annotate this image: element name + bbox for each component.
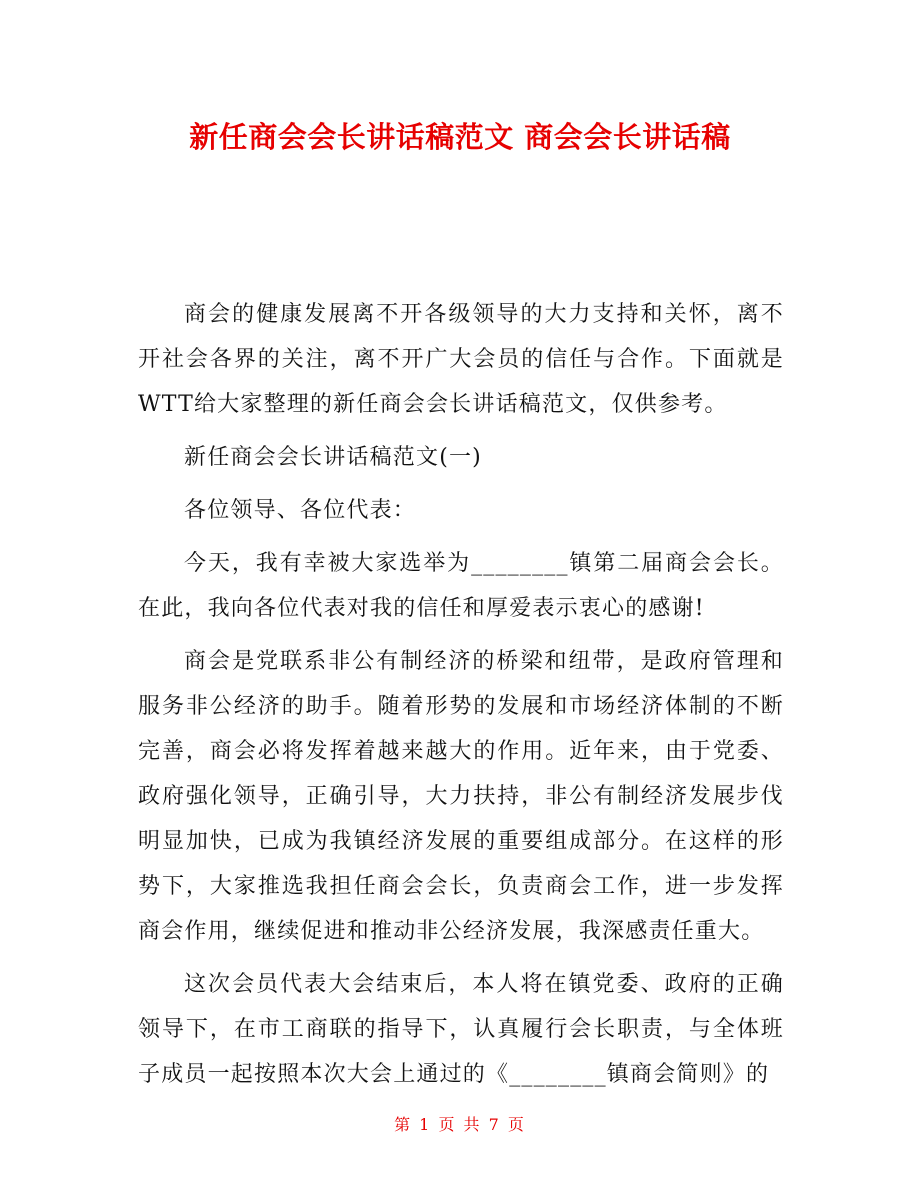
- paragraph-intro: 商会的健康发展离不开各级领导的大力支持和关怀，离不开社会各界的关注，离不开广大会员的信任与合作。下面就是WTT给大家整理的新任商会会长讲话稿范文，仅供参考。: [138, 302, 784, 417]
- paragraph-salutation: 各位领导、各位代表：: [184, 498, 417, 523]
- document-body: [138, 292, 784, 1105]
- paragraph-chamber-role: 商会是党联系非公有制经济的桥梁和纽带，是政府管理和服务非公经济的助手。随着形势的发展和市场经济体制的不断完善，商会必将发挥着越来越大的作用。近年来，由于党委、政府强化领导，正确引导，大力扶持，非公有制经济发展步伐明显加快，已成为我镇经济发展的重要组成部分。在这样的形势下，大家推选我担任商会会长，负责商会工作，进一步发挥商会作用，继续促进和推动非公经济发展，我深感责任重大。: [138, 649, 784, 944]
- paragraph-commitment: 这次会员代表大会结束后，本人将在镇党委、政府的正确领导下，在市工商联的指导下，认真履行会长职责，与全体班子成员一起按照本次大会上通过的《________镇商会简则》的: [138, 972, 784, 1087]
- paragraph-thanks: 今天，我有幸被大家选举为________镇第二届商会会长。在此，我向各位代表对我的信任和厚爱表示衷心的感谢!: [138, 551, 784, 621]
- document-title: 新任商会会长讲话稿范文 商会会长讲话稿: [189, 120, 731, 154]
- page-number-footer: 第 1 页 共 7 页: [394, 1115, 526, 1134]
- paragraph-section-heading: 新任商会会长讲话稿范文(一): [184, 445, 482, 470]
